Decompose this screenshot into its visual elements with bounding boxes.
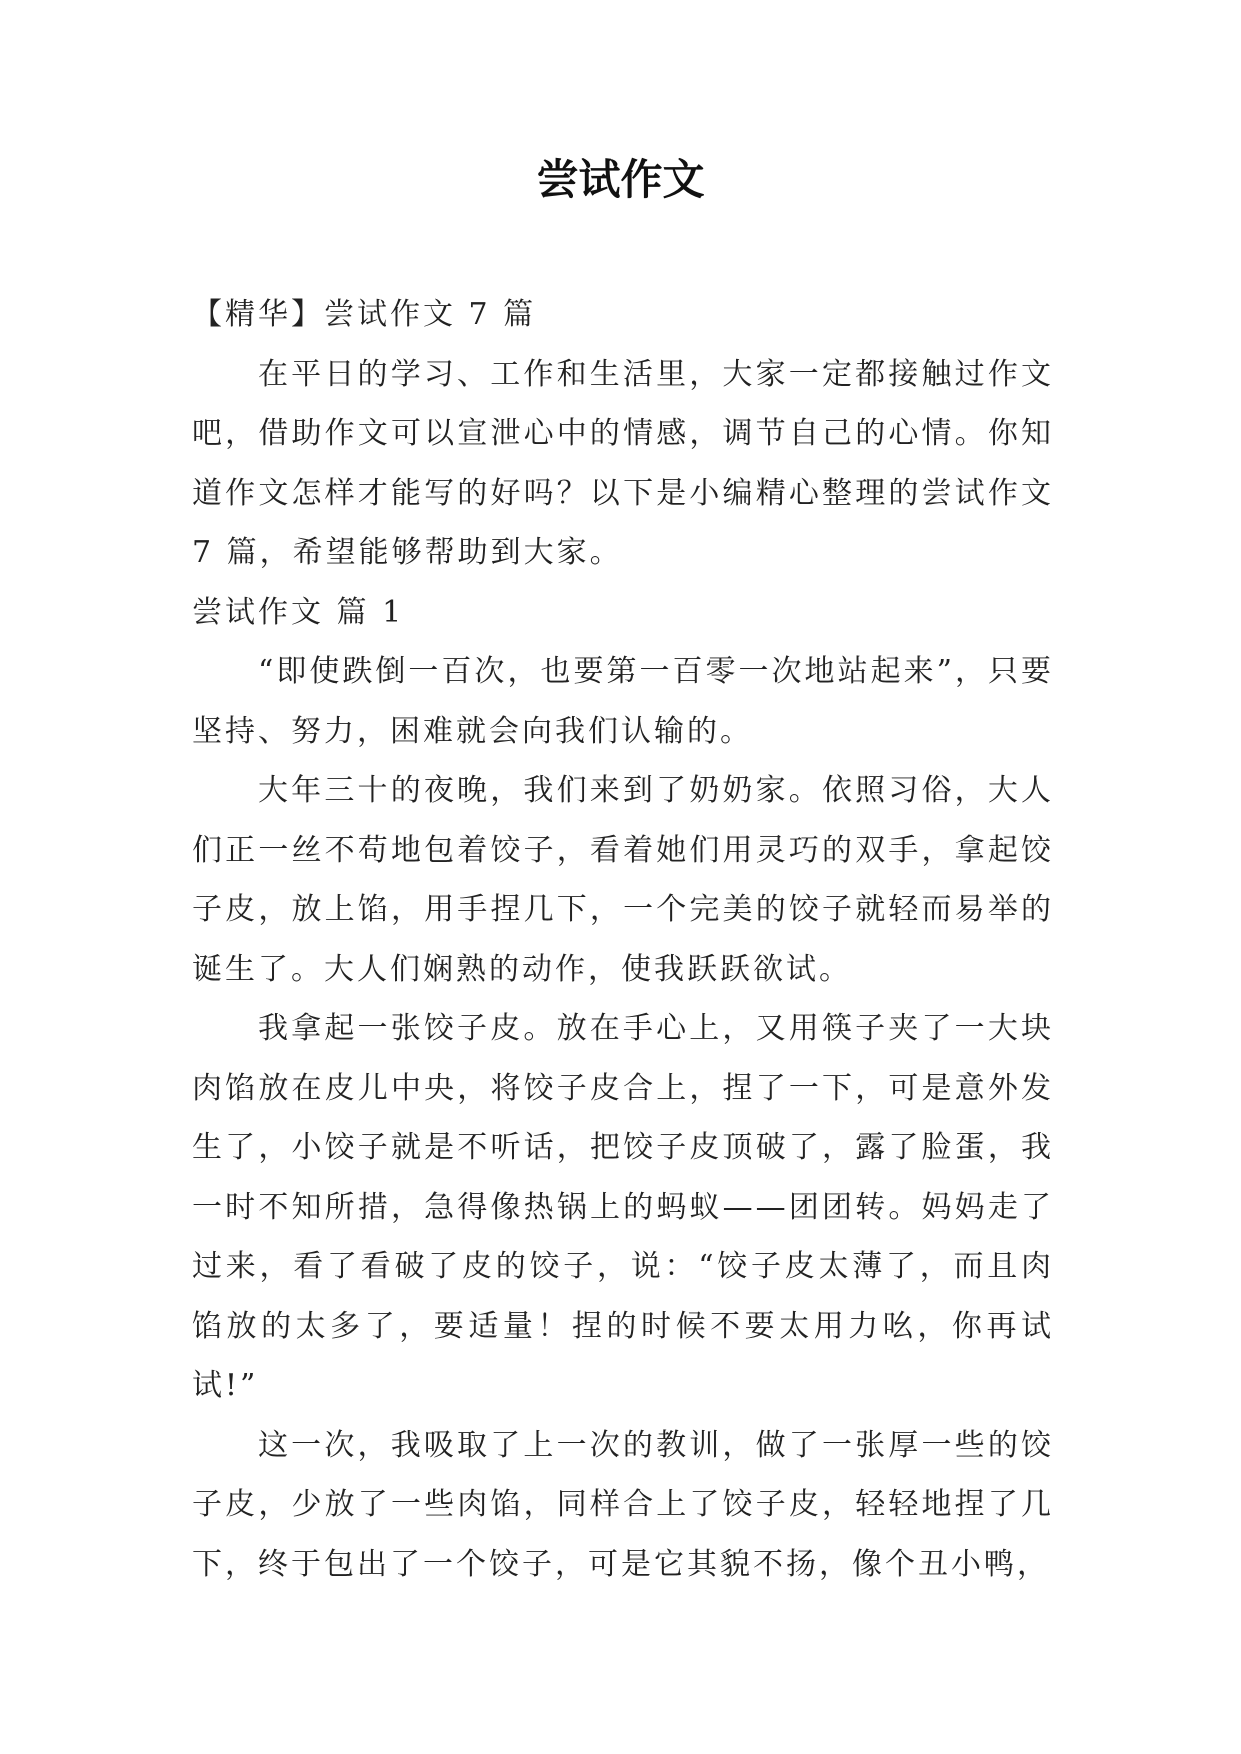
intro-paragraph: 在平日的学习、工作和生活里，大家一定都接触过作文吧，借助作文可以宣泄心中的情感，调节自己的心情。你知道作文怎样才能写的好吗？以下是小编精心整理的尝试作文 7 篇，希望能够帮助到大家。 (192, 356, 1054, 570)
document-subtitle: 【精华】尝试作文 7 篇 (192, 297, 537, 332)
section-heading: 尝试作文 篇 1 (192, 594, 405, 630)
body-paragraph: 这一次，我吸取了上一次的教训，做了一张厚一些的饺子皮，少放了一些肉馅，同样合上了饺子皮，轻轻地捏了几下，终于包出了一个饺子，可是它其貌不扬，像个丑小鸭， (192, 1427, 1054, 1582)
body-paragraph: 大年三十的夜晚，我们来到了奶奶家。依照习俗，大人们正一丝不苟地包着饺子，看着她们用灵巧的双手，拿起饺子皮，放上馅，用手捏几下，一个完美的饺子就轻而易举的诞生了。大人们娴熟的动作，使我跃跃欲试。 (192, 773, 1054, 987)
document-body (192, 285, 1054, 1594)
document-title: 尝试作文 (536, 155, 705, 204)
body-paragraph: “即使跌倒一百次，也要第一百零一次地站起来”，只要坚持、努力，困难就会向我们认输的。 (192, 654, 1054, 749)
body-paragraph: 我拿起一张饺子皮。放在手心上，又用筷子夹了一大块肉馅放在皮儿中央，将饺子皮合上，捏了一下，可是意外发生了，小饺子就是不听话，把饺子皮顶破了，露了脸蛋，我一时不知所措，急得像热锅上的蚂蚁——团团转。妈妈走了过来，看了看破了皮的饺子，说：“饺子皮太薄了，而且肉馅放的太多了，要适量！捏的时候不要太用力吆，你再试试!” (192, 1011, 1054, 1403)
